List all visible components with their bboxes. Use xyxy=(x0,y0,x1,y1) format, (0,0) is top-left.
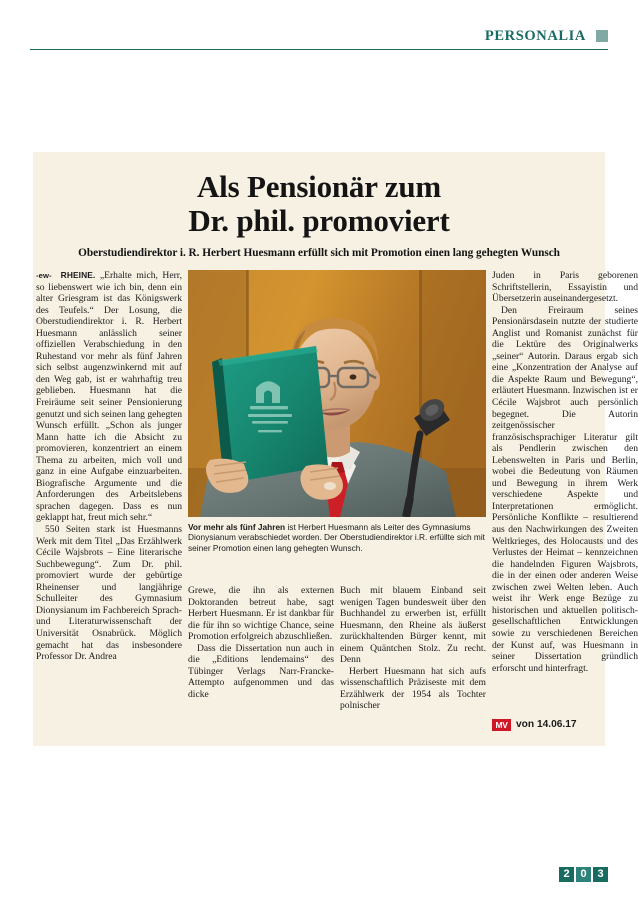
article-column-2 xyxy=(188,585,334,746)
folio-digit-2: 0 xyxy=(576,867,591,882)
folio-digit-3: 3 xyxy=(593,867,608,882)
column-2-paragraph-1: Grewe, die ihn als externen Doktoranden betreut habe, sagt Herbert Huesmann. Er ist dankbar für die für ihn so wichtige Chance, seine Promotion erfolgreich abzuschließen. xyxy=(188,585,334,643)
mv-logo: MV xyxy=(492,719,511,731)
kicker-author: -ew- xyxy=(36,271,52,280)
running-head-label: PERSONALIA xyxy=(484,28,586,44)
headline-line-2: Dr. phil. promoviert xyxy=(188,203,450,239)
kicker xyxy=(36,270,95,280)
column-2-paragraph-2: Dass die Dissertation nun auch in die „Editions lendemains“ des Tübinger Verlags Narr-Francke-Attempto aufgenommen und das dicke xyxy=(188,642,334,700)
running-head-divider xyxy=(30,49,608,50)
photo-illustration xyxy=(188,270,486,517)
photo-caption-lead: Vor mehr als fünf Jahren xyxy=(188,522,286,532)
article-photo xyxy=(188,270,486,517)
article-column-3 xyxy=(340,585,486,746)
article-column-1 xyxy=(36,270,182,663)
column-4-paragraph-1: Juden in Paris geborenen Schriftstellerin, Essayistin und Übersetzerin auseinandergesetzt. xyxy=(492,270,638,305)
article-column-4 xyxy=(492,270,638,674)
page-title xyxy=(33,152,605,238)
column-3-paragraph-1: Buch mit blauem Einband seit wenigen Tagen bundesweit über den Buchhandel zu erwerben ist, erfüllt Huesmann, den Rheine als äußerst zurückhaltenden Bürger kennt, mit einem Quäntchen Stolz. Zu recht. Denn xyxy=(340,585,486,666)
source-line xyxy=(492,718,638,734)
photo-caption xyxy=(188,522,486,553)
article-panel xyxy=(33,152,638,746)
folio-digit-1: 2 xyxy=(559,867,574,882)
kicker-dateline: RHEINE. xyxy=(60,270,96,280)
column-1-paragraph-1: „Erhalte mich, Herr, so liebenswert wie ich bin, denn ein alter Griesgram ist das Königswerk des Teufels.“ Der Losung, die Oberstudiendirektor i. R. Herbert Huesmann anlässlich seiner offiziellen Verabschiedung in den Ruhestand vor mehr als fünf Jahren sich selbst augenzwinkernd mit auf den Weg gab, ist er wahrhaftig treu geblieben. Huesmann hat die Freiräume seit seiner Pensionierung genutzt und sich seinen lang gehegten Wunsch erfüllt. „Schon als junger Mann hatte ich die Absicht zu promovieren, konzentriert an einem Thema zu arbeiten, mich voll und ganz in eine Aufgabe einzuarbeiten. Biografische Argumente und die Anforderungen des Arbeitslebens sprachen dagegen. Dass es nun geklappt hat, freut mich sehr.“ xyxy=(36,270,182,524)
running-head-square-icon xyxy=(596,30,608,42)
article-subhead: Oberstudiendirektor i. R. Herbert Huesmann erfüllt sich mit Promotion einen lang gehegten Wunsch xyxy=(78,247,560,260)
source-date: von 14.06.17 xyxy=(516,719,577,730)
photo-caption-rest: ist Herbert Huesmann als Leiter des Gymnasiums Dionysianum verabschiedet worden. Der Oberstudiendirektor i.R. erfüllte sich mit seiner Promotion einen lang gehegten Wunsch. xyxy=(188,522,485,553)
paragraph xyxy=(36,270,182,524)
photo-block xyxy=(188,270,486,553)
column-1-paragraph-2: 550 Seiten stark ist Huesmanns Werk mit dem Titel „Das Erzählwerk Cécile Wajsbrots – Eine literarische Suchbewegung“. Zum Dr. phil. promoviert wurde der gebürtige Rheinenser und langjährige Schulleiter des Gymnasium Dionysianum im Fachbereich Sprach- und Literaturwissenschaft der Universität Osnabrück. Möglich gemacht hat das insbesondere Professor Dr. Andrea xyxy=(36,524,182,663)
running-head xyxy=(30,28,608,58)
folio-page-number xyxy=(559,867,608,882)
headline-line-1: Als Pensionär zum xyxy=(196,169,442,204)
column-4-paragraph-2: Den Freiraum seines Pensionärsdasein nutzte der studierte Anglist und Romanist zunächst für die Lektüre des Originalwerks „seiner“ Autorin. Daraus ergab sich eine „Konzentration der Analyse auf die Aspekte Raum und Bewegung“, erläutert Huesmann. Inzwischen ist er Cécile Wajsbrot auch persönlich begegnet. Die Autorin zeitgenössischer französischsprachiger Literatur gilt als Pendlerin zwischen den Lebenswelten in Paris und Berlin, wobei die Bedeutung von Räumen und Bewegung in ihrem Werk verschiedene Aspekte und Interpretationen ermöglicht. Persönliche Konflikte – resultierend aus den Nachwirkungen des Zweiten Weltkrieges, des Holocausts und des Verlustes der Heimat – kennzeichnen die handelnden Figuren Wajsbrots, die in der einen oder anderen Weise zwischen zwei Welten leben. Auch weist ihr Werk enge Bezüge zu historischen und aktuellen politisch-gesellschaftlichen Entwicklungen sowie zu verschiedenen Bereichen der Kunst auf, was Huesmann in seiner Dissertation gründlich erforscht und hinterfragt. xyxy=(492,304,638,674)
column-3-paragraph-2: Herbert Huesmann hat sich aufs wissenschaftlich Präziseste mit dem Erzählwerk der 1954 als Tochter polnischer xyxy=(340,665,486,712)
article-columns xyxy=(33,270,638,746)
